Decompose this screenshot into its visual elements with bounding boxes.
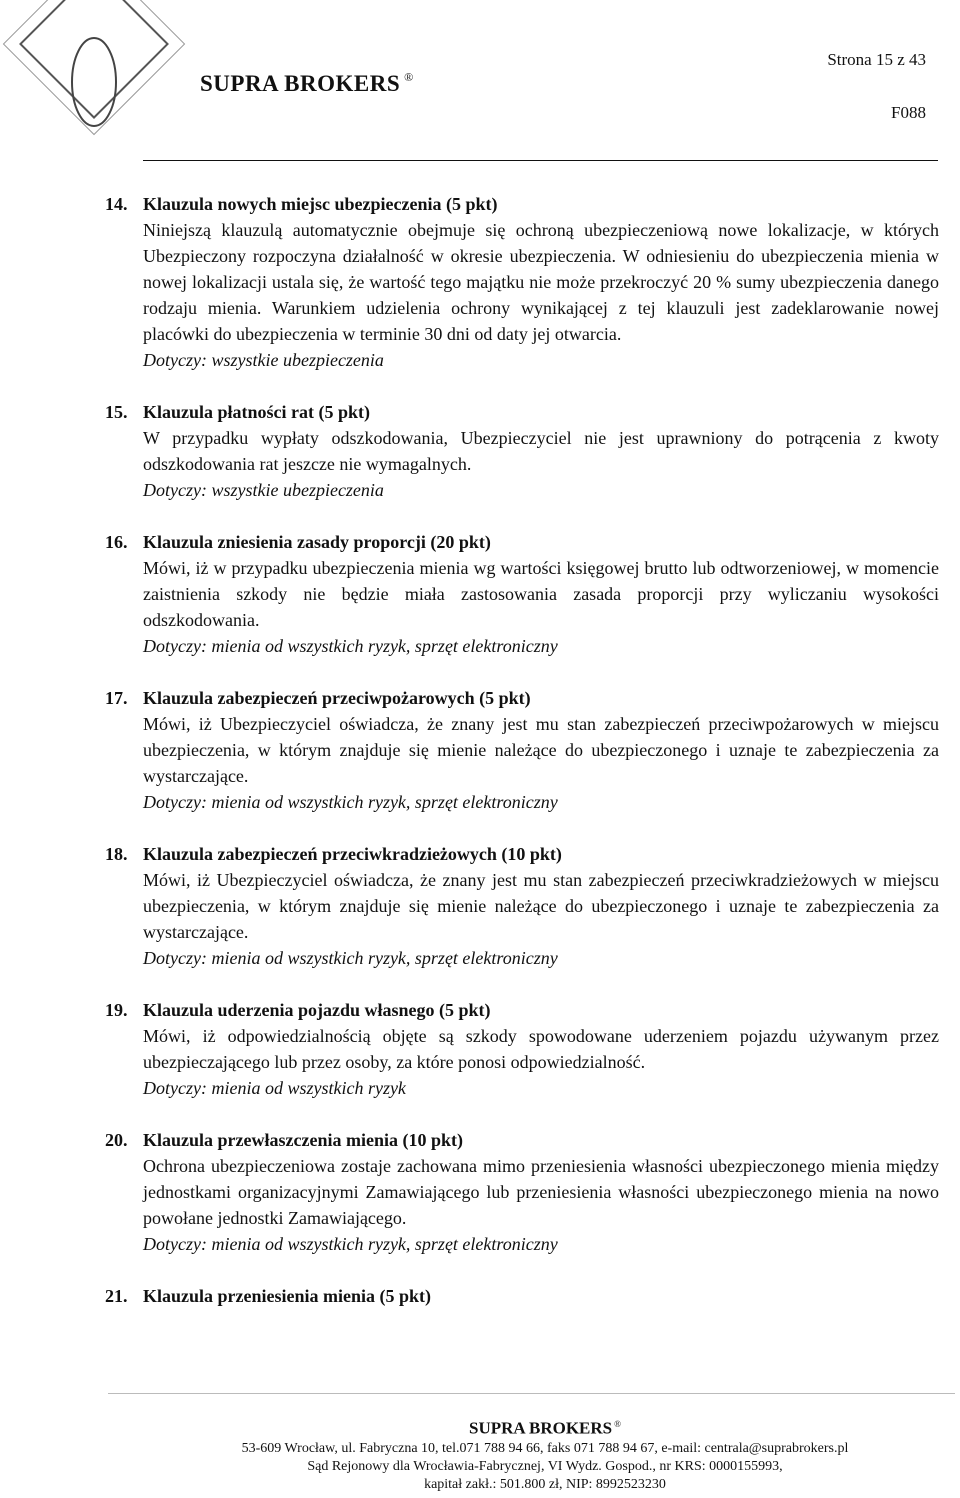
clause-number: 19. [105, 1000, 128, 1020]
clause-body [143, 425, 939, 503]
form-code: F088 [891, 103, 926, 122]
clause-title: Klauzula płatności rat (5 pkt) [143, 402, 371, 422]
clause-applies-to: Dotyczy: wszystkie ubezpieczenia [143, 350, 384, 370]
clause-text: Mówi, iż Ubezpieczyciel oświadcza, że znany jest mu stan zabezpieczeń przeciwkradzieżowych w miejscu ubezpieczenia, w którym znajduje się mienie należące do ubezpieczonego i uznaje te zabezpieczenia za wystarczające. [143, 870, 939, 942]
clause-text: Ochrona ubezpieczeniowa zostaje zachowana mimo przeniesienia własności ubezpieczonego mienia między jednostkami organizacyjnymi Zamawiającego lub przeniesienia własności ubezpieczonego mienia na nowo powołane jednostki Zamawiającego. [143, 1156, 939, 1228]
clause-applies-to: Dotyczy: mienia od wszystkich ryzyk, sprzęt elektroniczny [143, 636, 558, 656]
clause-applies-to: Dotyczy: mienia od wszystkich ryzyk [143, 1078, 406, 1098]
clause-applies-to: Dotyczy: mienia od wszystkich ryzyk, sprzęt elektroniczny [143, 948, 558, 968]
clause-number: 16. [105, 532, 128, 552]
clause-number: 14. [105, 194, 128, 214]
clause-section [0, 685, 960, 815]
clause-heading [0, 685, 960, 711]
clause-title: Klauzula uderzenia pojazdu własnego (5 pkt) [143, 1000, 491, 1020]
clause-body [143, 1023, 939, 1101]
clause-heading [0, 1127, 960, 1153]
footer-brand-name: SUPRA BROKERS [469, 1418, 613, 1438]
footer-brand [0, 1413, 960, 1440]
clause-section [0, 529, 960, 659]
footer-capital: kapitał zakł.: 501.800 zł, NIP: 8992523230 [424, 1476, 666, 1492]
clause-text: W przypadku wypłaty odszkodowania, Ubezpieczyciel nie jest uprawniony do potrącenia z kwoty odszkodowania rat jeszcze nie wymagalnych. [143, 428, 939, 474]
clause-applies-to: Dotyczy: mienia od wszystkich ryzyk, sprzęt elektroniczny [143, 792, 558, 812]
clause-heading [0, 841, 960, 867]
footer-court-registration: Sąd Rejonowy dla Wrocławia-Fabrycznej, VI Wydz. Gospod., nr KRS: 0000155993, [307, 1458, 783, 1474]
clause-number: 18. [105, 844, 128, 864]
clause-text: Niniejszą klauzulą automatycznie obejmuje się ochroną ubezpieczeniową nowe lokalizacje, w których Ubezpieczony rozpoczyna działalność w okresie ubezpieczenia. W odniesieniu do ubezpieczenia mienia w nowej lokalizacji ustala się, że wartość tego majątku nie może przekroczyć 20 % sumy ubezpieczenia danego rodzaju mienia. Warunkiem udzielenia ochrony wynikającej z tej klauzuli jest zadeklarowanie nowej placówki do ubezpieczenia w terminie 30 dni od daty jej otwarcia. [143, 220, 939, 344]
clause-body [143, 555, 939, 659]
company-logo [0, 0, 190, 190]
clause-title: Klauzula zabezpieczeń przeciwkradzieżowych (10 pkt) [143, 844, 562, 864]
clause-section [0, 1283, 960, 1309]
footer-address: 53-609 Wrocław, ul. Fabryczna 10, tel.071 788 94 66, faks 071 788 94 67, e-mail: centrala@suprabrokers.pl [241, 1440, 849, 1456]
clauses-list [0, 191, 960, 1335]
clause-title: Klauzula nowych miejsc ubezpieczenia (5 pkt) [143, 194, 498, 214]
clause-section [0, 997, 960, 1101]
clause-section [0, 191, 960, 373]
clause-body [143, 867, 939, 971]
clause-number: 20. [105, 1130, 128, 1150]
clause-body [143, 711, 939, 815]
header-brand [200, 70, 414, 97]
clause-section [0, 399, 960, 503]
clause-title: Klauzula przewłaszczenia mienia (10 pkt) [143, 1130, 463, 1150]
clause-heading [0, 997, 960, 1023]
footer-divider [108, 1393, 955, 1394]
clause-heading [0, 529, 960, 555]
header-brand-name: SUPRA BROKERS [200, 71, 401, 96]
footer [0, 1413, 960, 1494]
clause-text: Mówi, iż w przypadku ubezpieczenia mienia wg wartości księgowej brutto lub odtworzeniowej, w momencie zaistnienia szkody nie będzie miała zastosowania zasada proporcji przy wyliczaniu wysokości odszkodowania. [143, 558, 939, 630]
clause-heading [0, 399, 960, 425]
clause-applies-to: Dotyczy: wszystkie ubezpieczenia [143, 480, 384, 500]
clause-heading [0, 1283, 960, 1309]
clause-title: Klauzula zniesienia zasady proporcji (20 pkt) [143, 532, 491, 552]
clause-number: 21. [105, 1286, 128, 1306]
page-number: Strona 15 z 43 [827, 50, 926, 69]
clause-applies-to: Dotyczy: mienia od wszystkich ryzyk, sprzęt elektroniczny [143, 1234, 558, 1254]
clause-section [0, 1127, 960, 1257]
clause-body [143, 217, 939, 373]
registered-mark: ® [404, 70, 414, 84]
clause-body [143, 1153, 939, 1257]
clause-text: Mówi, iż odpowiedzialnością objęte są szkody spowodowane uderzeniem pojazdu używanym przez ubezpieczającego lub przez osoby, za które ponosi odpowiedzialność. [143, 1026, 939, 1072]
clause-text: Mówi, iż Ubezpieczyciel oświadcza, że znany jest mu stan zabezpieczeń przeciwpożarowych w miejscu ubezpieczenia, w którym znajduje się mienie należące do ubezpieczonego i uznaje te zabezpieczenia za wystarczające. [143, 714, 939, 786]
clause-title: Klauzula zabezpieczeń przeciwpożarowych (5 pkt) [143, 688, 531, 708]
clause-heading [0, 191, 960, 217]
footer-registered-mark: ® [614, 1419, 621, 1429]
clause-number: 17. [105, 688, 128, 708]
clause-section [0, 841, 960, 971]
clause-title: Klauzula przeniesienia mienia (5 pkt) [143, 1286, 431, 1306]
header-divider [143, 160, 938, 161]
clause-number: 15. [105, 402, 128, 422]
